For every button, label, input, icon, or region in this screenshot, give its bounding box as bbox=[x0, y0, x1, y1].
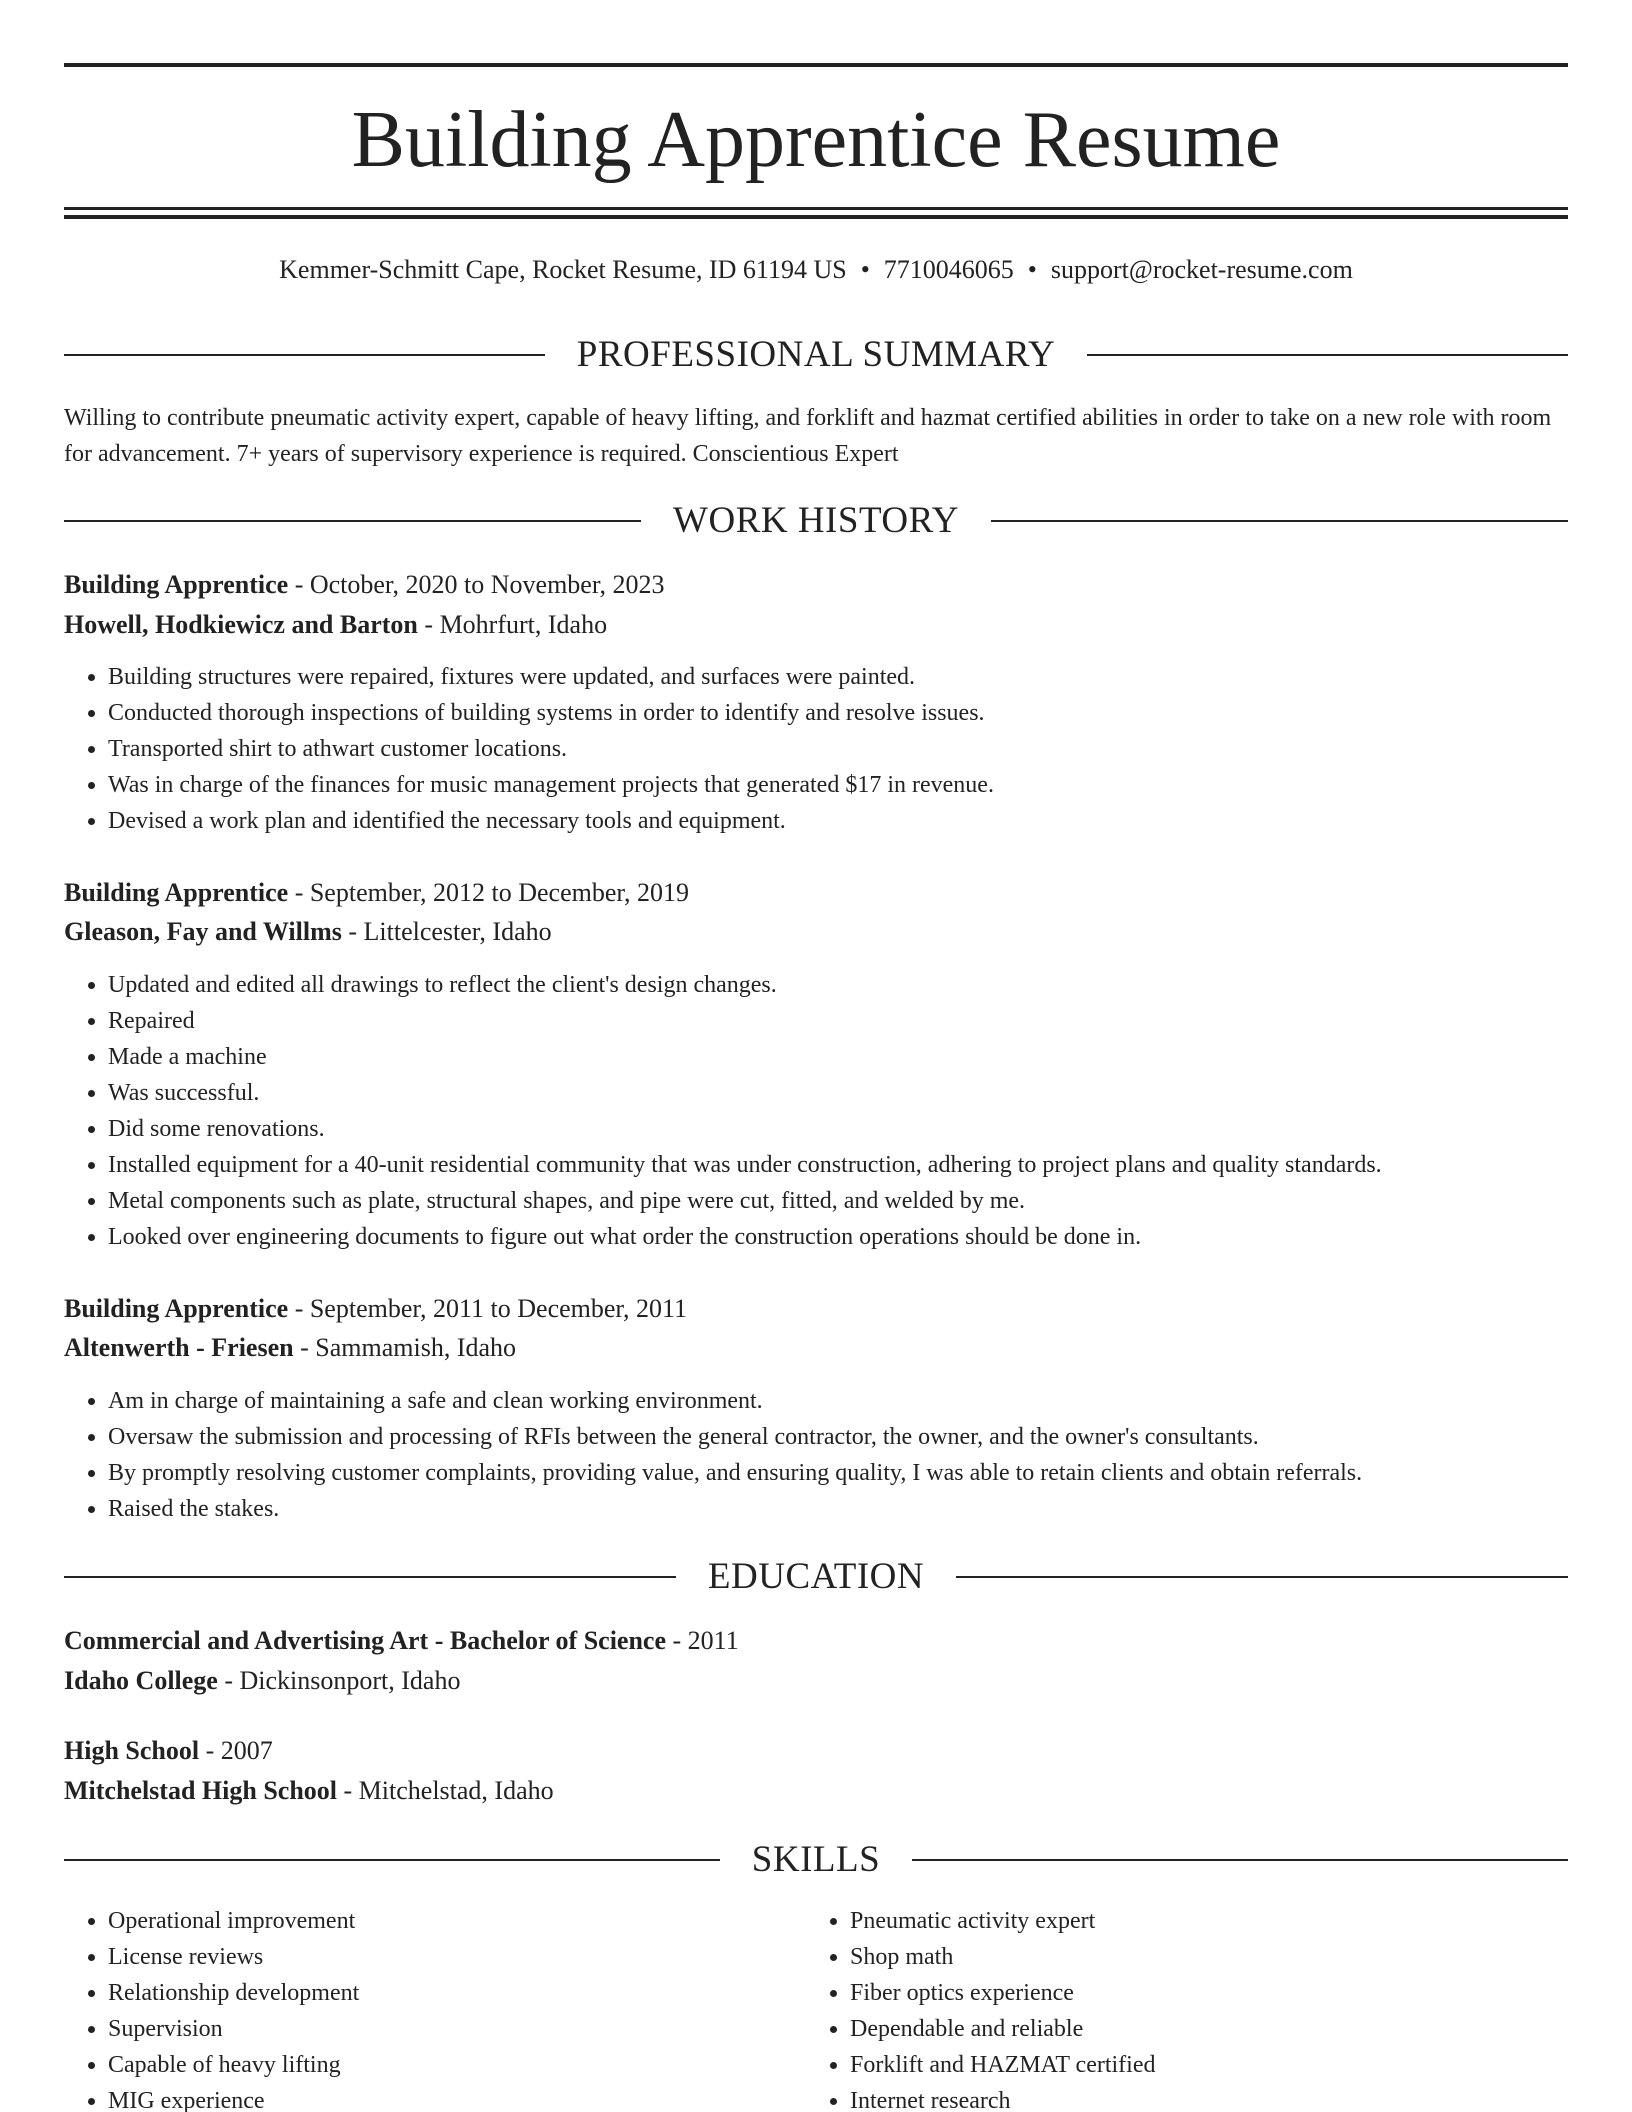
list-item: • MIG experience bbox=[108, 2083, 808, 2112]
resume-title: Building Apprentice Resume bbox=[351, 96, 1281, 184]
job-title-line bbox=[64, 566, 1568, 604]
list-item: • By promptly resolving customer complaints, providing value, and ensuring quality, I was able to retain clients and obtain referrals. bbox=[108, 1455, 1612, 1491]
job-title-line bbox=[64, 1290, 1568, 1328]
list-item: • Internet research bbox=[850, 2083, 1550, 2112]
list-item: • Supervision bbox=[108, 2011, 808, 2047]
list-item: • Installed equipment for a 40-unit residential community that was under construction, adhering to project plans and quality standards. bbox=[108, 1147, 1612, 1183]
job-title: Building Apprentice bbox=[64, 1294, 289, 1323]
list-item: • License reviews bbox=[108, 1939, 808, 1975]
job-dates: - September, 2012 to December, 2019 bbox=[288, 878, 689, 907]
contact-phone: 7710046065 bbox=[883, 255, 1014, 284]
skills-list-right bbox=[806, 1903, 1550, 2112]
job-location: - Sammamish, Idaho bbox=[293, 1333, 517, 1362]
list-item: • Made a machine bbox=[108, 1039, 1612, 1075]
job-location: - Littelcester, Idaho bbox=[341, 917, 552, 946]
job-company-line bbox=[64, 606, 1568, 644]
heading-rule bbox=[64, 1576, 676, 1578]
contact-line bbox=[64, 252, 1568, 288]
education-year: - 2011 bbox=[666, 1626, 739, 1655]
contact-separator: • bbox=[860, 255, 870, 284]
job-title: Building Apprentice bbox=[64, 878, 289, 907]
job-dates: - September, 2011 to December, 2011 bbox=[288, 1294, 688, 1323]
education-year: - 2007 bbox=[199, 1736, 273, 1765]
list-item: • Conducted thorough inspections of building systems in order to identify and resolve issues. bbox=[108, 695, 1612, 731]
list-item: • Updated and edited all drawings to reflect the client's design changes. bbox=[108, 967, 1612, 1003]
heading-rule bbox=[64, 354, 545, 356]
education-location: - Dickinsonport, Idaho bbox=[217, 1666, 461, 1695]
heading-rule bbox=[991, 520, 1568, 522]
contact-address: Kemmer-Schmitt Cape, Rocket Resume, ID 61194 US bbox=[279, 255, 847, 284]
section-heading-skills bbox=[64, 1838, 1568, 1882]
list-item: • Metal components such as plate, structural shapes, and pipe were cut, fitted, and welded by me. bbox=[108, 1183, 1612, 1219]
list-item: • Was successful. bbox=[108, 1075, 1612, 1111]
section-title: SKILLS bbox=[751, 1839, 881, 1880]
skills-list-left bbox=[64, 1903, 808, 2112]
education-degree-line bbox=[64, 1732, 1568, 1770]
education-school: Mitchelstad High School bbox=[64, 1776, 338, 1805]
top-rule bbox=[64, 63, 1568, 67]
list-item: • Building structures were repaired, fixtures were updated, and surfaces were painted. bbox=[108, 659, 1612, 695]
section-title: WORK HISTORY bbox=[673, 500, 959, 541]
education-location: - Mitchelstad, Idaho bbox=[337, 1776, 554, 1805]
job-location: - Mohrfurt, Idaho bbox=[417, 610, 608, 639]
job-company-line bbox=[64, 1329, 1568, 1367]
job-title-line bbox=[64, 874, 1568, 912]
job-company-line bbox=[64, 913, 1568, 951]
contact-email: support@rocket-resume.com bbox=[1050, 255, 1353, 284]
education-degree: Commercial and Advertising Art - Bachelor of Science bbox=[64, 1626, 667, 1655]
education-degree: High School bbox=[64, 1736, 200, 1765]
job-dates: - October, 2020 to November, 2023 bbox=[288, 570, 665, 599]
list-item: • Dependable and reliable bbox=[850, 2011, 1550, 2047]
heading-rule bbox=[912, 1859, 1568, 1861]
section-title: EDUCATION bbox=[707, 1556, 925, 1597]
heading-rule bbox=[956, 1576, 1568, 1578]
list-item: • Shop math bbox=[850, 1939, 1550, 1975]
job-company: Altenwerth - Friesen bbox=[64, 1333, 294, 1362]
summary-text: Willing to contribute pneumatic activity expert, capable of heavy lifting, and forklift and hazmat certified abilities in order to take on a new role with room for advancement. 7+ years of supervisory experience is required. Conscientious Expert bbox=[64, 405, 1552, 467]
job-title: Building Apprentice bbox=[64, 570, 289, 599]
list-item: • Forklift and HAZMAT certified bbox=[850, 2047, 1550, 2083]
list-item: • Relationship development bbox=[108, 1975, 808, 2011]
education-degree-line bbox=[64, 1622, 1568, 1660]
list-item: • Repaired bbox=[108, 1003, 1612, 1039]
list-item: • Transported shirt to athwart customer locations. bbox=[108, 731, 1612, 767]
list-item: • Am in charge of maintaining a safe and clean working environment. bbox=[108, 1383, 1612, 1419]
list-item: • Pneumatic activity expert bbox=[850, 1903, 1550, 1939]
section-heading-summary bbox=[64, 333, 1568, 377]
title-rule-lower bbox=[64, 215, 1568, 219]
heading-rule bbox=[64, 1859, 720, 1861]
heading-rule bbox=[1087, 354, 1568, 356]
education-school-line bbox=[64, 1772, 1568, 1810]
list-item: • Did some renovations. bbox=[108, 1111, 1612, 1147]
list-item: • Raised the stakes. bbox=[108, 1491, 1612, 1527]
list-item: • Capable of heavy lifting bbox=[108, 2047, 808, 2083]
list-item: • Operational improvement bbox=[108, 1903, 808, 1939]
section-heading-work-history bbox=[64, 499, 1568, 543]
contact-separator: • bbox=[1027, 255, 1037, 284]
list-item: • Fiber optics experience bbox=[850, 1975, 1550, 2011]
list-item: • Looked over engineering documents to figure out what order the construction operations should be done in. bbox=[108, 1219, 1612, 1255]
heading-rule bbox=[64, 520, 641, 522]
job-duties-list bbox=[64, 659, 1612, 839]
list-item: • Devised a work plan and identified the necessary tools and equipment. bbox=[108, 803, 1612, 839]
education-school: Idaho College bbox=[64, 1666, 218, 1695]
job-company: Howell, Hodkiewicz and Barton bbox=[64, 610, 418, 639]
section-heading-education bbox=[64, 1555, 1568, 1599]
job-duties-list bbox=[64, 967, 1612, 1255]
list-item: • Oversaw the submission and processing of RFIs between the general contractor, the owner, and the owner's consultants. bbox=[108, 1419, 1612, 1455]
job-duties-list bbox=[64, 1383, 1612, 1527]
section-title: PROFESSIONAL SUMMARY bbox=[576, 334, 1056, 375]
title-rule-upper bbox=[64, 207, 1568, 210]
list-item: • Was in charge of the finances for music management projects that generated $17 in revenue. bbox=[108, 767, 1612, 803]
education-school-line bbox=[64, 1662, 1568, 1700]
job-company: Gleason, Fay and Willms bbox=[64, 917, 342, 946]
